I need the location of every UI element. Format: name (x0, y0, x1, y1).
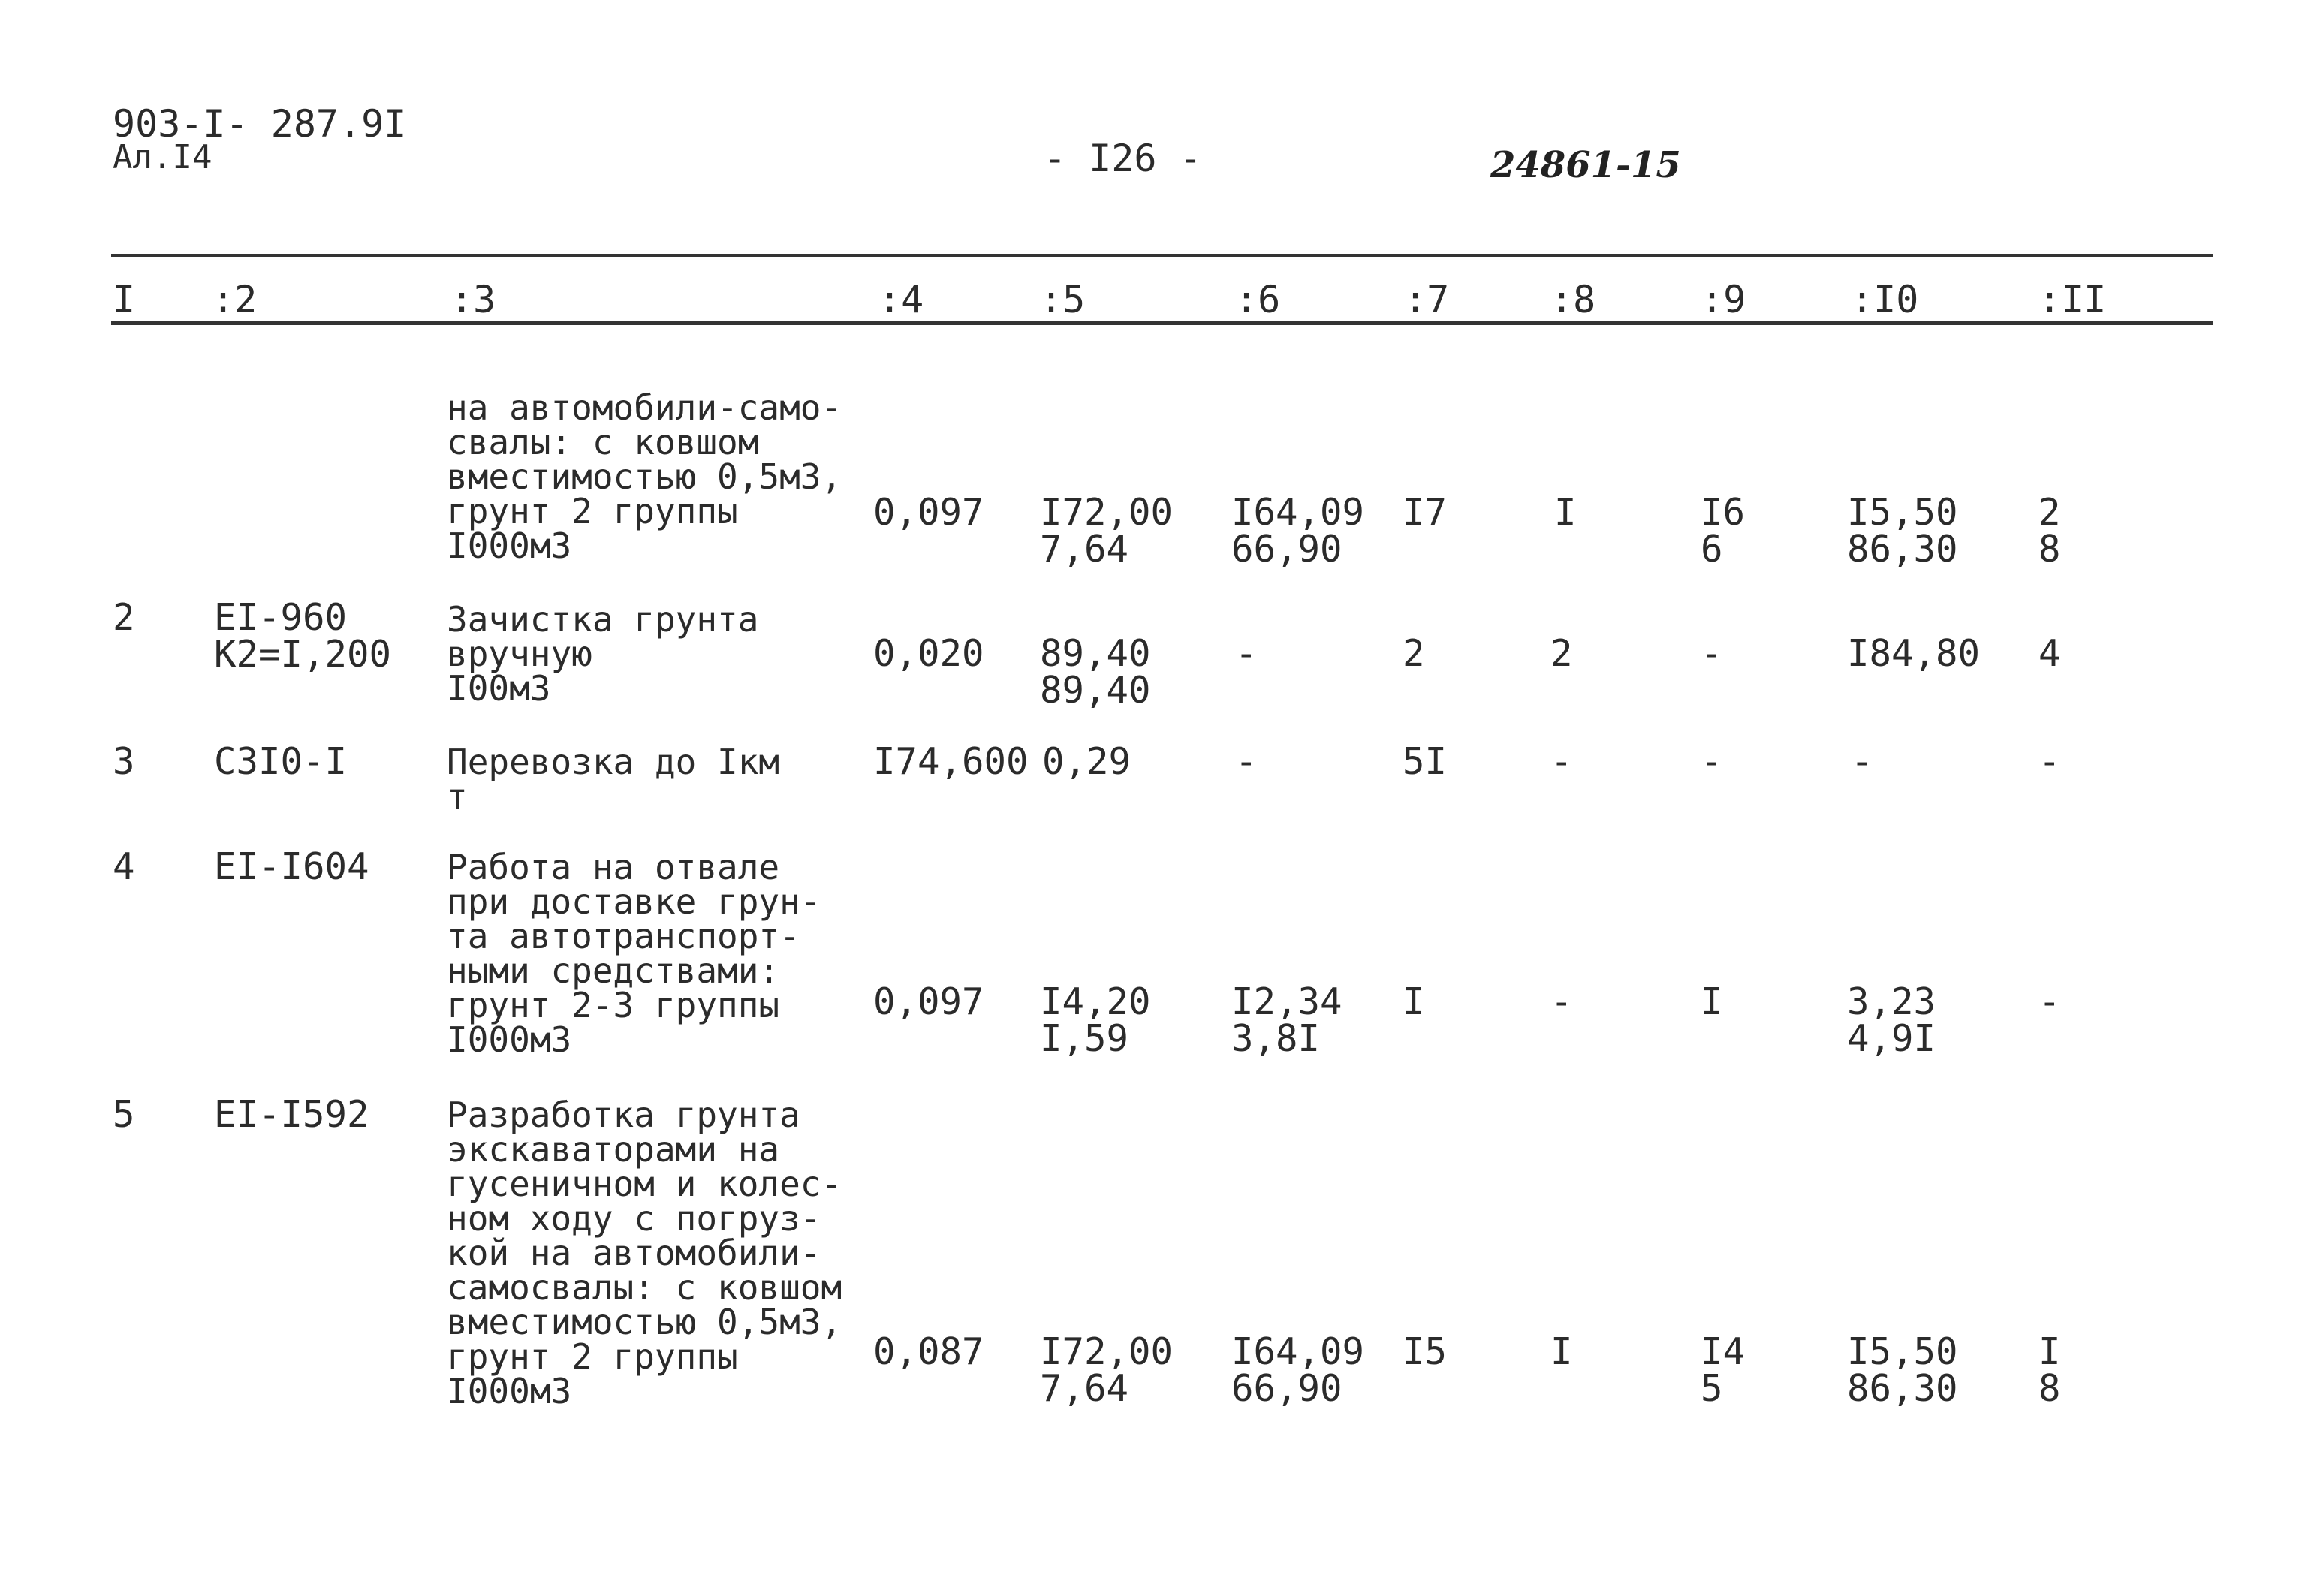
col-header-11: :II (2038, 278, 2107, 321)
row-5-col11: I 8 (2038, 1330, 2061, 1410)
row-4-col7: I (1403, 980, 1425, 1023)
row-5-number: 5 (113, 1093, 135, 1136)
row-3-col5: 0,29 (1042, 740, 1131, 783)
row-2-code: EI-960 К2=I,200 (214, 596, 392, 676)
row-5-col9: I4 5 (1701, 1330, 1746, 1410)
row-4-col5: I4,20 I,59 (1040, 980, 1151, 1060)
col-header-5: :5 (1040, 278, 1086, 321)
row-1-col10: I5,50 86,30 (1847, 491, 1958, 571)
row-1-col5: I72,00 7,64 (1040, 491, 1174, 571)
col-header-8: :8 (1550, 278, 1596, 321)
row-3-code: C3I0-I (214, 740, 348, 783)
row-2-col9: - (1701, 632, 1723, 675)
col-header-4: :4 (878, 278, 924, 321)
row-4-col6: I2,34 3,8I (1231, 980, 1342, 1060)
table-header-rule (111, 321, 2213, 325)
row-5-col8: I (1550, 1330, 1573, 1373)
row-5-description: Разработка грунта экскаваторами на гусеничном и колес- ном ходу с погруз- кой на автомобили- самосвалы: с ковшом вместимостью 0,5м3, грунт 2 группы I000м3 (447, 1095, 842, 1411)
row-4-col11: - (2038, 980, 2061, 1023)
handwritten-inventory-number: 24861-15 (1490, 144, 1681, 186)
col-header-3: :3 (450, 278, 496, 321)
album-number: Ал.I4 (113, 138, 212, 176)
row-1-description: на автомобили-само- свалы: с ковшом вместимостью 0,5м3, грунт 2 группы I000м3 (447, 387, 842, 566)
row-3-description: Перевозка до Iкм т (447, 742, 780, 817)
row-3-col4: I74,600 (873, 740, 1029, 783)
row-3-col11: - (2038, 740, 2061, 783)
row-3-col8: - (1550, 740, 1573, 783)
col-header-1: I (113, 278, 136, 321)
row-2-col8: 2 (1550, 632, 1573, 675)
row-4-col9: I (1701, 980, 1723, 1023)
row-4-number: 4 (113, 845, 135, 888)
row-5-col4: 0,087 (873, 1330, 984, 1373)
row-1-col9: I6 6 (1701, 491, 1746, 571)
row-3-col6: - (1235, 740, 1258, 783)
row-5-col10: I5,50 86,30 (1847, 1330, 1958, 1410)
row-1-col11: 2 8 (2038, 491, 2061, 571)
row-2-col10: I84,80 (1847, 632, 1981, 675)
row-1-col7: I7 (1403, 491, 1448, 534)
row-2-col4: 0,020 (873, 632, 984, 675)
row-5-col6: I64,09 66,90 (1231, 1330, 1365, 1410)
row-5-code: EI-I592 (214, 1093, 369, 1136)
row-2-col5: 89,40 89,40 (1040, 632, 1151, 712)
col-header-6: :6 (1235, 278, 1281, 321)
row-1-col4: 0,097 (873, 491, 984, 534)
row-2-number: 2 (113, 596, 135, 639)
page-number: - I26 - (1044, 137, 1202, 180)
table-top-rule (111, 254, 2213, 257)
col-header-9: :9 (1701, 278, 1746, 321)
row-2-description: Зачистка грунта вручную I00м3 (447, 599, 759, 709)
row-4-col10: 3,23 4,9I (1847, 980, 1936, 1060)
col-header-10: :I0 (1851, 278, 1919, 321)
row-1-col8: I (1554, 491, 1577, 534)
row-1-col6: I64,09 66,90 (1231, 491, 1365, 571)
row-4-col4: 0,097 (873, 980, 984, 1023)
row-4-code: EI-I604 (214, 845, 369, 888)
row-3-col7: 5I (1403, 740, 1448, 783)
row-4-description: Работа на отвале при доставке грун- та автотранспорт- ными средствами: грунт 2-3 группы I000м3 (447, 847, 821, 1060)
col-header-2: :2 (212, 278, 258, 321)
row-3-col9: - (1701, 740, 1723, 783)
row-3-number: 3 (113, 740, 135, 783)
row-2-col11: 4 (2038, 632, 2061, 675)
col-header-7: :7 (1404, 278, 1450, 321)
row-5-col7: I5 (1403, 1330, 1448, 1373)
document-code: 903-I- 287.9I (113, 102, 407, 146)
row-2-col7: 2 (1403, 632, 1425, 675)
row-3-col10: - (1851, 740, 1873, 783)
row-4-col8: - (1550, 980, 1573, 1023)
row-5-col5: I72,00 7,64 (1040, 1330, 1174, 1410)
row-2-col6: - (1235, 632, 1258, 675)
